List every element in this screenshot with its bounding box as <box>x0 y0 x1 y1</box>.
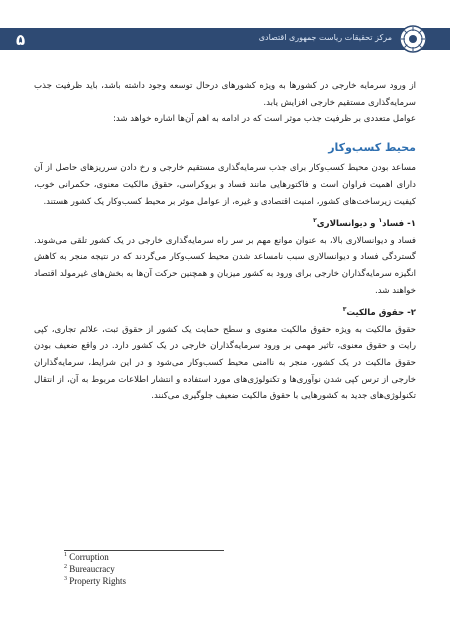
footnote-number: 1 <box>64 552 67 558</box>
footnote-text: Property Rights <box>69 576 127 586</box>
footnote-ref: ۲ <box>313 217 317 225</box>
footnote-ref: ۳ <box>342 306 347 314</box>
header-title: مرکز تحقیقات ریاست جمهوری اقتصادی <box>258 33 392 42</box>
footnote <box>64 551 444 563</box>
subheading-property-rights <box>34 305 416 322</box>
emblem-icon <box>398 24 428 54</box>
intro-paragraph: از ورود سرمایه خارجی در کشورها به ویژه کشورهای درحال توسعه وجود داشته باشد، باید ظرفیت جذب سرمایه‌گذاری مستقیم خارجی افزایش یابد. <box>34 81 416 108</box>
footnote <box>64 563 444 575</box>
property-rights-body: حقوق مالکیت به ویژه حقوق مالکیت معنوی و سطح حمایت یک کشور از حقوق ثبت، علائم تجاری، کپی رایت و حقوق معنوی، تاثیر مهمی بر ورود سرمایه‌گذاران خارجی در یک کشور دارد. در واقع ضعیف بودن حقوق مالکیت در یک کشور، منجر به ناامنی محیط کسب‌وکار می‌شود و در این شرایط، سرمایه‌گذاران خارجی از ترس کپی شدن نوآوری‌ها و تکنولوژی‌های مورد استفاده و انتشار اطلاعات مربوط به آن، از انتقال تکنولوژی‌های جدید به کشورهایی با حقوق مالکیت ضعیف جلوگیری می‌کنند. <box>34 324 416 402</box>
footnote-number: 2 <box>64 564 67 570</box>
section-title: محیط کسب‌وکار <box>328 140 416 154</box>
intro-paragraph-2: عوامل متعددی بر ظرفیت جذب موثر است که در ادامه به اهم آن‌ها اشاره خواهد شد: <box>112 114 416 125</box>
footnote-number: 3 <box>64 576 67 582</box>
footnote-ref: ۱ <box>378 217 383 225</box>
subheading-text: ۱- فساد <box>382 219 416 230</box>
page-number: ۵ <box>16 31 26 49</box>
footnote-text: Corruption <box>69 552 109 562</box>
footnote-text: Bureaucracy <box>69 564 115 574</box>
page-body <box>34 78 416 405</box>
subheading-corruption <box>34 216 416 233</box>
corruption-body: فساد و دیوانسالاری بالا، به عنوان موانع مهم بر سر راه سرمایه‌گذاری خارجی در یک کشور تلقی می‌شوند. گستردگی فساد و دیوانسالاری سبب نامساعد شدن محیط کسب‌وکار می‌گردند که در نتیجه منجر به کاهش انگیزه سرمایه‌گذاران خارجی برای ورود به کشور میزبان و همچنین حرکت آن‌ها به بخش‌های غیرمولد اقتصاد خواهند شد. <box>34 235 416 296</box>
footnote <box>64 575 444 587</box>
subheading-text: و دیوانسالاری <box>316 219 379 230</box>
section-body: مساعد بودن محیط کسب‌وکار برای جذب سرمایه‌گذاری مستقیم خارجی و رخ دادن سرریزهای حاصل از آن دارای اهمیت فراوان است و فاکتورهایی مانند فساد و بروکراسی، حقوق مالکیت معنوی، حکمرانی خوب، کیفیت زیرساخت‌های کشور، امنیت اقتصادی و غیره، از عوامل موثر بر محیط کسب‌وکار یک کشور هستند. <box>34 163 416 207</box>
footnotes <box>64 551 444 587</box>
subheading-text: ۲- حقوق مالکیت <box>346 308 416 319</box>
